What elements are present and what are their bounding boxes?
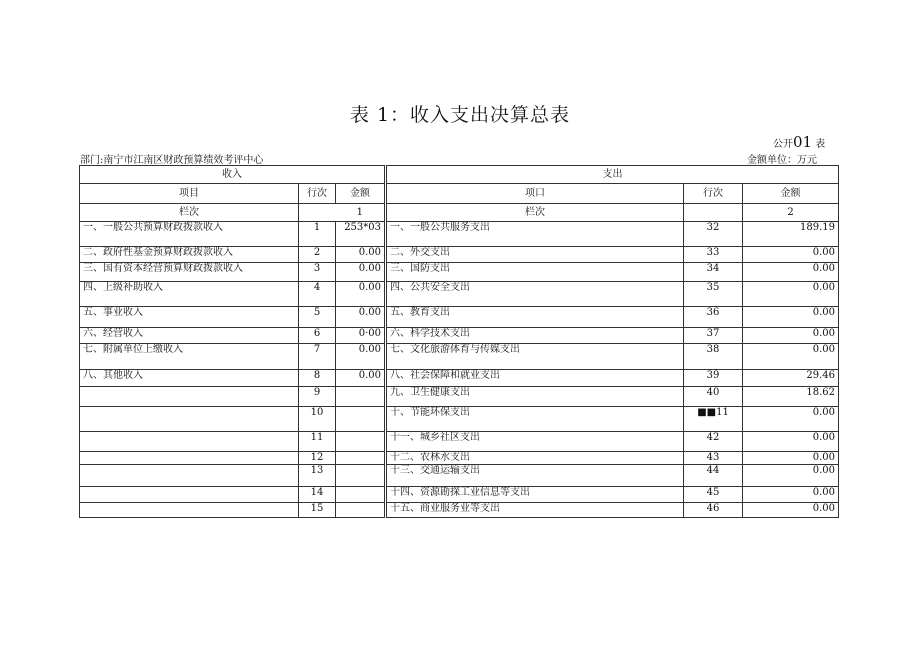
- income-line-cell: 1: [299, 222, 336, 247]
- department-label: 部门:南宁市江南区财政预算绩效考评中心: [80, 155, 264, 166]
- expense-item-cell: 十五、商业服务业等支出: [386, 503, 684, 518]
- expense-index-number: 2: [743, 204, 839, 222]
- income-line-cell: 13: [299, 465, 336, 487]
- expense-item-cell: 七、文化旅游体育与传媒支出: [386, 344, 684, 370]
- expense-item-cell: 十二、农林水支出: [386, 452, 684, 465]
- income-line-cell: 11: [299, 432, 336, 452]
- expense-item-cell: 一、一般公共服务支出: [386, 222, 684, 247]
- expense-line-cell: 45: [684, 487, 743, 503]
- income-item-header: 项目: [80, 184, 299, 204]
- income-line-cell: 8: [299, 370, 336, 387]
- table-row: [80, 222, 839, 247]
- column-index-row: [80, 204, 839, 222]
- expense-amount-cell: 0.00: [743, 344, 839, 370]
- income-amount-cell: [336, 503, 386, 518]
- income-amount-header: 金额: [336, 184, 386, 204]
- section-header-row: [80, 166, 839, 184]
- income-item-cell: [80, 503, 299, 518]
- expense-item-cell: 八、社会保障和就业支出: [386, 370, 684, 387]
- expense-line-cell: 34: [684, 263, 743, 282]
- expense-amount-cell: 0.00: [743, 282, 839, 307]
- income-amount-cell: [336, 452, 386, 465]
- expense-line-cell: 35: [684, 282, 743, 307]
- income-line-cell: 12: [299, 452, 336, 465]
- income-index-line-cell: [299, 204, 336, 222]
- expense-amount-cell: 0.00: [743, 503, 839, 518]
- expense-line-cell: 36: [684, 307, 743, 328]
- expense-item-cell: 十四、资源勘探工业信息等支出: [386, 487, 684, 503]
- expense-amount-cell: 0.00: [743, 263, 839, 282]
- income-item-cell: 五、事业收入: [80, 307, 299, 328]
- page-title: 表 1：收入支出决算总表: [349, 104, 571, 126]
- expense-line-cell: ■■11: [684, 407, 743, 432]
- income-line-cell: 15: [299, 503, 336, 518]
- expense-item-cell: 十一、城乡社区支出: [386, 432, 684, 452]
- column-header-row: [80, 184, 839, 204]
- income-line-cell: 2: [299, 247, 336, 263]
- expense-amount-cell: 0.00: [743, 465, 839, 487]
- income-amount-cell: 0.00: [336, 344, 386, 370]
- form-code: [773, 133, 825, 151]
- expense-index-line-cell: [684, 204, 743, 222]
- income-item-cell: 八、其他收入: [80, 370, 299, 387]
- income-amount-cell: [336, 432, 386, 452]
- income-item-cell: 七、附属单位上缴收入: [80, 344, 299, 370]
- expense-line-cell: 33: [684, 247, 743, 263]
- income-amount-cell: 0.00: [336, 282, 386, 307]
- income-item-cell: 二、政府性基金预算财政拨款收入: [80, 247, 299, 263]
- expense-item-cell: 四、公共安全支出: [386, 282, 684, 307]
- expense-line-cell: 39: [684, 370, 743, 387]
- income-index-number: 1: [356, 206, 363, 218]
- table-row: [80, 247, 839, 263]
- form-code-prefix: 公开: [773, 139, 793, 150]
- expense-item-cell: 十、节能环保支出: [386, 407, 684, 432]
- expense-amount-cell: 0.00: [743, 247, 839, 263]
- expense-amount-cell: 0.00: [743, 452, 839, 465]
- income-amount-cell: 253*03: [336, 222, 386, 247]
- income-item-cell: [80, 465, 299, 487]
- expense-item-cell: 六、科学技术支出: [386, 328, 684, 344]
- table-row: [80, 307, 839, 328]
- income-amount-cell: [336, 487, 386, 503]
- income-line-cell: 5: [299, 307, 336, 328]
- income-line-cell: 14: [299, 487, 336, 503]
- income-amount-cell: [336, 387, 386, 407]
- expense-amount-cell: 0.00: [743, 487, 839, 503]
- income-expense-table: [79, 165, 839, 518]
- amount-unit-label: 金额单位：万元: [747, 155, 817, 166]
- income-item-cell: [80, 387, 299, 407]
- expense-amount-cell: 29.46: [743, 370, 839, 387]
- expense-amount-cell: 0.00: [743, 407, 839, 432]
- form-code-number: 01: [793, 133, 813, 151]
- income-line-cell: 6: [299, 328, 336, 344]
- income-amount-cell: [336, 407, 386, 432]
- income-line-cell: 9: [299, 387, 336, 407]
- income-item-cell: [80, 407, 299, 432]
- expense-item-cell: 三、国防支出: [386, 263, 684, 282]
- income-amount-cell: 0.00: [336, 263, 386, 282]
- income-line-header: 行次: [299, 184, 336, 204]
- income-item-cell: [80, 452, 299, 465]
- expense-item-cell: 五、教育支出: [386, 307, 684, 328]
- income-amount-cell: 0.00: [336, 307, 386, 328]
- income-item-cell: 四、上级补助收入: [80, 282, 299, 307]
- table-row: [80, 487, 839, 503]
- income-section-header: 收入: [80, 166, 386, 184]
- income-line-cell: 4: [299, 282, 336, 307]
- expense-line-cell: 40: [684, 387, 743, 407]
- expense-line-cell: 43: [684, 452, 743, 465]
- expense-line-header: 行次: [684, 184, 743, 204]
- expense-index-label: 栏次: [386, 204, 684, 222]
- expense-line-cell: 44: [684, 465, 743, 487]
- table-row: [80, 263, 839, 282]
- income-item-cell: 六、经营收入: [80, 328, 299, 344]
- table-row: [80, 465, 839, 487]
- form-code-suffix: 表: [815, 139, 826, 150]
- expense-item-cell: 九、卫生健康支出: [386, 387, 684, 407]
- income-index-label: 栏次: [80, 204, 299, 222]
- table-row: [80, 344, 839, 370]
- expense-line-cell: 38: [684, 344, 743, 370]
- income-line-cell: 10: [299, 407, 336, 432]
- table-row: [80, 452, 839, 465]
- income-item-cell: 一、一般公共预算财政拨款收入: [80, 222, 299, 247]
- income-amount-cell: 0·00: [336, 328, 386, 344]
- expense-item-header: 项口: [386, 184, 684, 204]
- table-row: [80, 387, 839, 407]
- income-item-cell: 三、国有资本经营预算财政拨款收入: [80, 263, 299, 282]
- expense-amount-cell: 0.00: [743, 328, 839, 344]
- expense-amount-cell: 18.62: [743, 387, 839, 407]
- income-amount-cell: 0.00: [336, 370, 386, 387]
- expense-line-cell: 46: [684, 503, 743, 518]
- expense-item-cell: 二、外交支出: [386, 247, 684, 263]
- expense-amount-cell: 0.00: [743, 432, 839, 452]
- table-row: [80, 407, 839, 432]
- expense-amount-cell: 189.19: [743, 222, 839, 247]
- table-row: [80, 370, 839, 387]
- income-line-cell: 7: [299, 344, 336, 370]
- table-row: [80, 503, 839, 518]
- table-row: [80, 432, 839, 452]
- table-row: [80, 282, 839, 307]
- income-item-cell: [80, 432, 299, 452]
- expense-line-cell: 32: [684, 222, 743, 247]
- table-row: [80, 328, 839, 344]
- expense-line-cell: 37: [684, 328, 743, 344]
- income-amount-cell: [336, 465, 386, 487]
- expense-line-cell: 42: [684, 432, 743, 452]
- income-line-cell: 3: [299, 263, 336, 282]
- expense-amount-cell: 0.00: [743, 307, 839, 328]
- expense-section-header: 支出: [386, 166, 839, 184]
- income-item-cell: [80, 487, 299, 503]
- income-amount-cell: 0.00: [336, 247, 386, 263]
- expense-item-cell: 十三、交通运输支出: [386, 465, 684, 487]
- expense-amount-header: 金额: [743, 184, 839, 204]
